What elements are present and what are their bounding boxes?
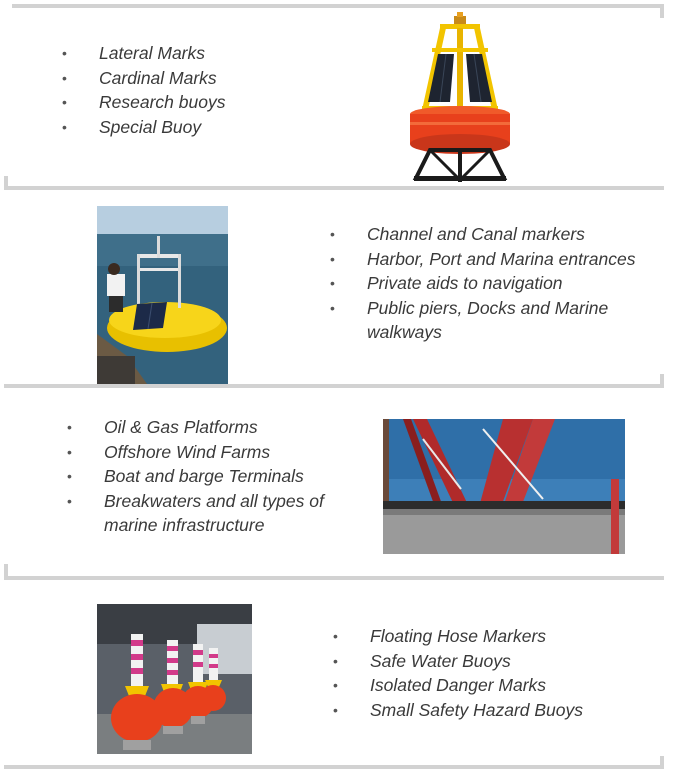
list-item: • Private aids to navigation [330,271,670,296]
orange-navigation-buoy-photo [400,10,520,188]
list-item: • Channel and Canal markers [330,222,670,247]
list-item: • Floating Hose Markers [333,624,653,649]
bracket-bottom-line [4,765,664,769]
yellow-buoy-at-sea-photo [97,206,228,384]
list-item: • Cardinal Marks [62,66,225,91]
bullet-list-3 [67,415,367,538]
bracket-bottom-line [4,384,664,388]
bracket-bottom-line [4,186,664,190]
list-item: • Offshore Wind Farms [67,440,367,465]
list-item: • Boat and barge Terminals [67,464,367,489]
list-item: • Breakwaters and all types of marine infrastructure [67,489,367,538]
bullet-list-1 [62,41,225,139]
list-item: • Small Safety Hazard Buoys [333,698,653,723]
list-item: • Isolated Danger Marks [333,673,653,698]
list-item: • Oil & Gas Platforms [67,415,367,440]
bullet-list-2 [330,222,670,345]
list-item: • Harbor, Port and Marina entrances [330,247,670,272]
bracket-bottom-line [4,576,664,580]
bracket-right-tick [660,4,664,18]
section-2 [0,192,674,392]
bullet-list-4 [333,624,653,722]
list-item: • Lateral Marks [62,41,225,66]
section-1 [0,0,674,192]
list-item: • Public piers, Docks and Marine walkways [330,296,670,345]
offshore-crane-platform-photo [383,419,625,554]
list-item: • Special Buoy [62,115,225,140]
striped-marker-buoys-warehouse-photo [97,604,252,754]
list-item: • Research buoys [62,90,225,115]
list-item: • Safe Water Buoys [333,649,653,674]
section-3 [0,392,674,582]
bracket-top-line [12,4,664,8]
section-4 [0,582,674,773]
